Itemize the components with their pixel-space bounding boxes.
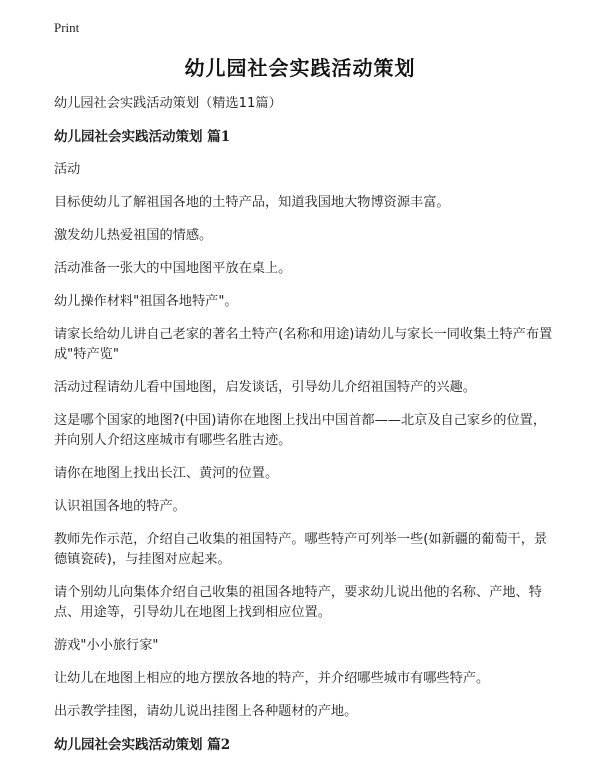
- paragraph: 请个别幼儿向集体介绍自己收集的祖国各地特产，要求幼儿说出他的名称、产地、特点、用途等，引导幼儿在地图上找到相应位置。: [54, 585, 542, 620]
- section-heading-1: 幼儿园社会实践活动策划 篇1: [54, 129, 231, 145]
- paragraph: 活动准备一张大的中国地图平放在桌上。: [54, 261, 292, 276]
- paragraph: 活动过程请幼儿看中国地图，启发谈话，引导幼儿介绍祖国特产的兴趣。: [54, 380, 476, 395]
- paragraph: 活动: [54, 162, 81, 177]
- paragraph: 请你在地图上找出长江、黄河的位置。: [54, 466, 279, 481]
- paragraph: 教师先作示范，介绍自己收集的祖国特产。哪些特产可列举一些(如新疆的葡萄干，景德镇瓷砖)，与挂图对应起来。: [54, 532, 548, 567]
- page-title: 幼儿园社会实践活动策划: [184, 56, 416, 80]
- paragraph: 让幼儿在地图上相应的地方摆放各地的特产，并介绍哪些城市有哪些特产。: [54, 671, 490, 686]
- paragraph: 认识祖国各地的特产。: [54, 499, 186, 514]
- paragraph: 这是哪个国家的地图?(中国)请你在地图上找出中国首都——北京及自己家乡的位置，并向别人介绍这座城市有哪些名胜古迹。: [54, 413, 547, 448]
- paragraph: 激发幼儿热爱祖国的情感。: [54, 228, 213, 243]
- paragraph: 目标使幼儿了解祖国各地的土特产品，知道我国地大物博资源丰富。: [54, 195, 450, 210]
- document-subtitle: 幼儿园社会实践活动策划（精选11篇）: [54, 96, 282, 111]
- paragraph: 游戏"小小旅行家": [54, 638, 159, 653]
- paragraph: 请家长给幼儿讲自己老家的著名土特产(名称和用途)请幼儿与家长一同收集土特产布置成"特产览": [54, 327, 553, 362]
- paragraph: 出示教学挂图，请幼儿说出挂图上各种题材的产地。: [54, 704, 358, 719]
- section-heading-2: 幼儿园社会实践活动策划 篇2: [54, 737, 231, 753]
- paragraph: 幼儿操作材料"祖国各地特产"。: [54, 294, 238, 309]
- print-link[interactable]: Print: [54, 20, 80, 35]
- document-body: [54, 94, 554, 768]
